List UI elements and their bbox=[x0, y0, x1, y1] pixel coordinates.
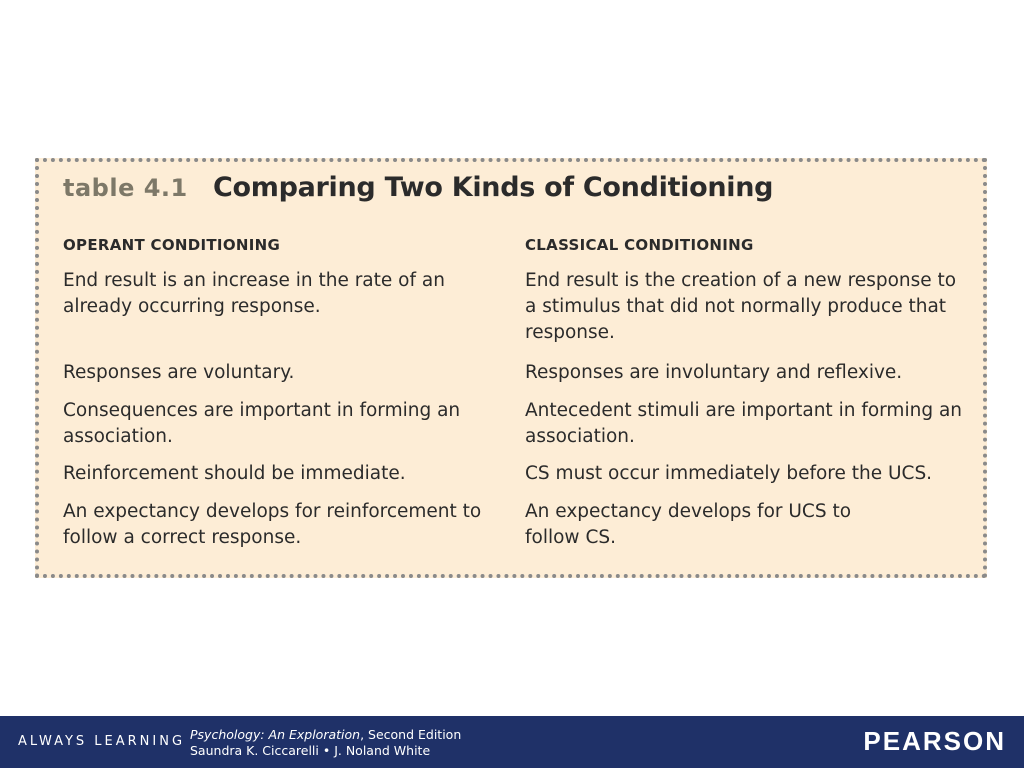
book-title: Psychology: An Exploration bbox=[190, 727, 361, 742]
table-cell: Responses are involuntary and reflexive. bbox=[525, 362, 903, 383]
table-cell: Reinforcement should be immediate. bbox=[63, 463, 406, 484]
column-header-classical: CLASSICAL CONDITIONING bbox=[525, 236, 754, 254]
footer-bar bbox=[0, 716, 1024, 768]
table-cell: An expectancy develops for UCS to follow CS. bbox=[525, 501, 852, 548]
book-edition: , Second Edition bbox=[360, 727, 462, 742]
book-title-line bbox=[190, 727, 461, 742]
table-cell: CS must occur immediately before the UCS. bbox=[525, 463, 933, 484]
table-number: table 4.1 bbox=[63, 174, 188, 202]
column-header-operant: OPERANT CONDITIONING bbox=[63, 236, 281, 254]
table-cell: Antecedent stimuli are important in forming an association. bbox=[525, 400, 962, 447]
footer-tagline: ALWAYS LEARNING bbox=[18, 734, 186, 749]
table-title: Comparing Two Kinds of Conditioning bbox=[213, 172, 774, 203]
table-cell: End result is an increase in the rate of an already occurring response. bbox=[63, 270, 445, 317]
pearson-logo: PEARSON bbox=[863, 726, 1006, 756]
table-cell: An expectancy develops for reinforcement to follow a correct response. bbox=[63, 501, 482, 548]
book-authors: Saundra K. Ciccarelli • J. Noland White bbox=[190, 743, 431, 758]
table-cell: End result is the creation of a new response to a stimulus that did not normally produce that response. bbox=[525, 270, 957, 343]
comparison-table bbox=[35, 158, 987, 578]
table-cell: Responses are voluntary. bbox=[63, 362, 295, 383]
table-cell: Consequences are important in forming an association. bbox=[63, 400, 461, 447]
